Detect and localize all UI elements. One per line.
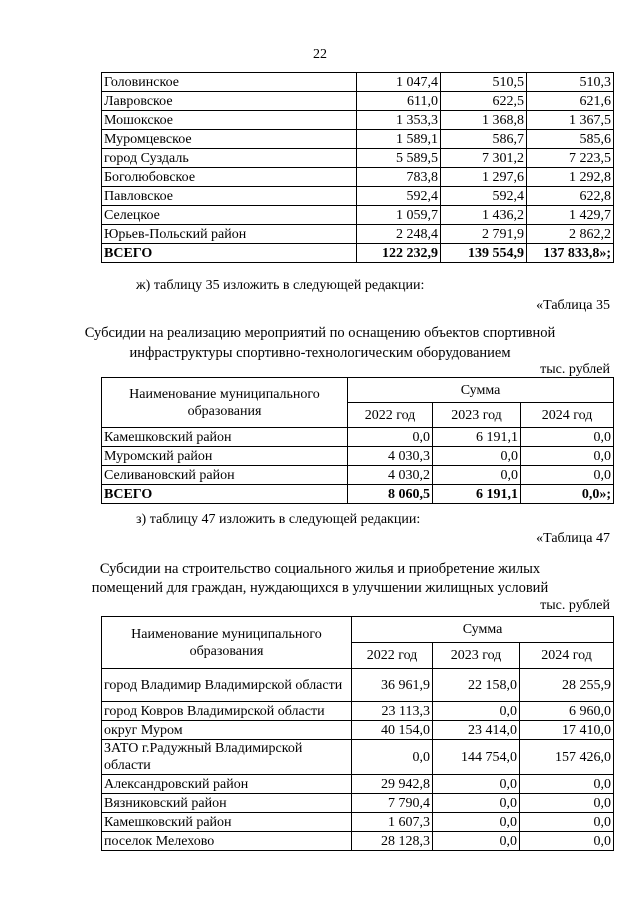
cell-name: ЗАТО г.Радужный Владимирской области xyxy=(102,740,352,775)
cell-2024: 6 960,0 xyxy=(520,702,614,721)
cell-2023: 0,0 xyxy=(433,466,521,485)
cell-name: Боголюбовское xyxy=(102,168,357,187)
header-2022: 2022 год xyxy=(348,403,433,428)
cell-name: округ Муром xyxy=(102,721,352,740)
cell-name: Селивановский район xyxy=(102,466,348,485)
cell-2023: 144 754,0 xyxy=(433,740,520,775)
header-name-column-47: Наименование муниципального образования xyxy=(102,617,352,669)
cell-2023: 1 436,2 xyxy=(441,206,527,225)
cell-2022: 28 128,3 xyxy=(352,832,433,851)
cell-2024: 1 367,5 xyxy=(527,111,614,130)
cell-2024: 0,0 xyxy=(521,466,614,485)
cell-2023: 23 414,0 xyxy=(433,721,520,740)
cell-2024: 0,0 xyxy=(520,832,614,851)
cell-2024: 0,0 xyxy=(520,775,614,794)
cell-2023: 6 191,1 xyxy=(433,428,521,447)
cell-2023: 7 301,2 xyxy=(441,149,527,168)
table-row xyxy=(102,111,614,130)
cell-2024: 622,8 xyxy=(527,187,614,206)
cell-2023: 0,0 xyxy=(433,832,520,851)
header-2023-47: 2023 год xyxy=(433,643,520,669)
table-row xyxy=(102,794,614,813)
total-row xyxy=(102,485,614,504)
table-row xyxy=(102,832,614,851)
table-35-title-line1: Субсидии на реализацию мероприятий по оснащению объектов спортивной xyxy=(84,325,556,341)
cell-2024: 1 429,7 xyxy=(527,206,614,225)
cell-name: Камешковский район xyxy=(102,428,348,447)
total-2024: 0,0»; xyxy=(521,485,614,504)
cell-2022: 1 353,3 xyxy=(357,111,441,130)
total-2022: 8 060,5 xyxy=(348,485,433,504)
table-row xyxy=(102,447,614,466)
cell-2022: 1 059,7 xyxy=(357,206,441,225)
cell-2023: 0,0 xyxy=(433,813,520,832)
cell-name: Мошокское xyxy=(102,111,357,130)
header-sum: Сумма xyxy=(348,378,614,403)
units-label-47: тыс. рублей xyxy=(540,598,610,613)
cell-2023: 2 791,9 xyxy=(441,225,527,244)
cell-2022: 783,8 xyxy=(357,168,441,187)
total-2022: 122 232,9 xyxy=(357,244,441,263)
header-2024-47: 2024 год xyxy=(520,643,614,669)
header-2024: 2024 год xyxy=(521,403,614,428)
cell-2024: 0,0 xyxy=(521,428,614,447)
cell-2022: 0,0 xyxy=(352,740,433,775)
table-47 xyxy=(101,616,614,851)
page-number: 22 xyxy=(313,47,327,62)
cell-2022: 1 047,4 xyxy=(357,73,441,92)
table-row xyxy=(102,740,614,775)
table-row xyxy=(102,721,614,740)
header-name-column: Наименование муниципального образования xyxy=(102,378,348,428)
table-row xyxy=(102,73,614,92)
cell-2022: 36 961,9 xyxy=(352,669,433,702)
cell-2023: 0,0 xyxy=(433,447,521,466)
cell-name: город Ковров Владимирской области xyxy=(102,702,352,721)
cell-2024: 0,0 xyxy=(521,447,614,466)
cell-name: Вязниковский район xyxy=(102,794,352,813)
cell-2024: 0,0 xyxy=(520,794,614,813)
cell-name: Павловское xyxy=(102,187,357,206)
cell-2024: 621,6 xyxy=(527,92,614,111)
total-label: ВСЕГО xyxy=(102,244,357,263)
table-row xyxy=(102,168,614,187)
cell-2022: 1 607,3 xyxy=(352,813,433,832)
table-47-title-line2: помещений для граждан, нуждающихся в улучшении жилищных условий xyxy=(91,580,549,596)
cell-name: Александровский район xyxy=(102,775,352,794)
budget-table-continuation xyxy=(101,72,614,263)
cell-name: Муромский район xyxy=(102,447,348,466)
cell-name: Юрьев-Польский район xyxy=(102,225,357,244)
header-sum-47: Сумма xyxy=(352,617,614,643)
cell-2022: 40 154,0 xyxy=(352,721,433,740)
table-row xyxy=(102,149,614,168)
table-row xyxy=(102,669,614,702)
cell-name: Селецкое xyxy=(102,206,357,225)
table-row xyxy=(102,187,614,206)
cell-2023: 622,5 xyxy=(441,92,527,111)
cell-2023: 22 158,0 xyxy=(433,669,520,702)
table-row xyxy=(102,130,614,149)
cell-2023: 586,7 xyxy=(441,130,527,149)
cell-2023: 510,5 xyxy=(441,73,527,92)
cell-name: город Владимир Владимирской области xyxy=(102,669,352,702)
cell-2023: 0,0 xyxy=(433,794,520,813)
cell-2022: 1 589,1 xyxy=(357,130,441,149)
cell-2022: 4 030,2 xyxy=(348,466,433,485)
table-row xyxy=(102,813,614,832)
cell-2022: 0,0 xyxy=(348,428,433,447)
cell-name: Лавровское xyxy=(102,92,357,111)
cell-2024: 0,0 xyxy=(520,813,614,832)
cell-2023: 1 297,6 xyxy=(441,168,527,187)
cell-2024: 157 426,0 xyxy=(520,740,614,775)
instruction-table-47: з) таблицу 47 изложить в следующей редакции: xyxy=(136,512,421,527)
cell-name: Головинское xyxy=(102,73,357,92)
cell-2024: 1 292,8 xyxy=(527,168,614,187)
cell-2022: 5 589,5 xyxy=(357,149,441,168)
header-2022-47: 2022 год xyxy=(352,643,433,669)
cell-name: город Суздаль xyxy=(102,149,357,168)
table-35 xyxy=(101,377,614,504)
cell-2024: 17 410,0 xyxy=(520,721,614,740)
cell-2022: 2 248,4 xyxy=(357,225,441,244)
cell-2022: 592,4 xyxy=(357,187,441,206)
total-2024: 137 833,8»; xyxy=(527,244,614,263)
table-row xyxy=(102,702,614,721)
cell-2023: 0,0 xyxy=(433,702,520,721)
table-row xyxy=(102,92,614,111)
table-row xyxy=(102,428,614,447)
cell-2024: 510,3 xyxy=(527,73,614,92)
cell-2022: 23 113,3 xyxy=(352,702,433,721)
cell-2022: 611,0 xyxy=(357,92,441,111)
total-row xyxy=(102,244,614,263)
table-row xyxy=(102,775,614,794)
cell-2022: 7 790,4 xyxy=(352,794,433,813)
table-35-label: «Таблица 35 xyxy=(536,298,610,313)
cell-name: поселок Мелехово xyxy=(102,832,352,851)
units-label: тыс. рублей xyxy=(540,362,610,377)
cell-2023: 0,0 xyxy=(433,775,520,794)
cell-2024: 28 255,9 xyxy=(520,669,614,702)
table-row xyxy=(102,225,614,244)
table-35-title-line2: инфраструктуры спортивно-технологическим оборудованием xyxy=(129,345,511,361)
cell-name: Камешковский район xyxy=(102,813,352,832)
cell-2023: 1 368,8 xyxy=(441,111,527,130)
table-47-title-line1: Субсидии на строительство социального жилья и приобретение жилых xyxy=(99,561,541,577)
cell-2022: 4 030,3 xyxy=(348,447,433,466)
cell-2023: 592,4 xyxy=(441,187,527,206)
total-label: ВСЕГО xyxy=(102,485,348,504)
total-2023: 6 191,1 xyxy=(433,485,521,504)
cell-2024: 7 223,5 xyxy=(527,149,614,168)
cell-2022: 29 942,8 xyxy=(352,775,433,794)
table-47-label: «Таблица 47 xyxy=(536,531,610,546)
cell-2024: 2 862,2 xyxy=(527,225,614,244)
total-2023: 139 554,9 xyxy=(441,244,527,263)
instruction-table-35: ж) таблицу 35 изложить в следующей редакции: xyxy=(136,278,425,293)
table-row xyxy=(102,466,614,485)
header-2023: 2023 год xyxy=(433,403,521,428)
cell-2024: 585,6 xyxy=(527,130,614,149)
table-row xyxy=(102,206,614,225)
cell-name: Муромцевское xyxy=(102,130,357,149)
